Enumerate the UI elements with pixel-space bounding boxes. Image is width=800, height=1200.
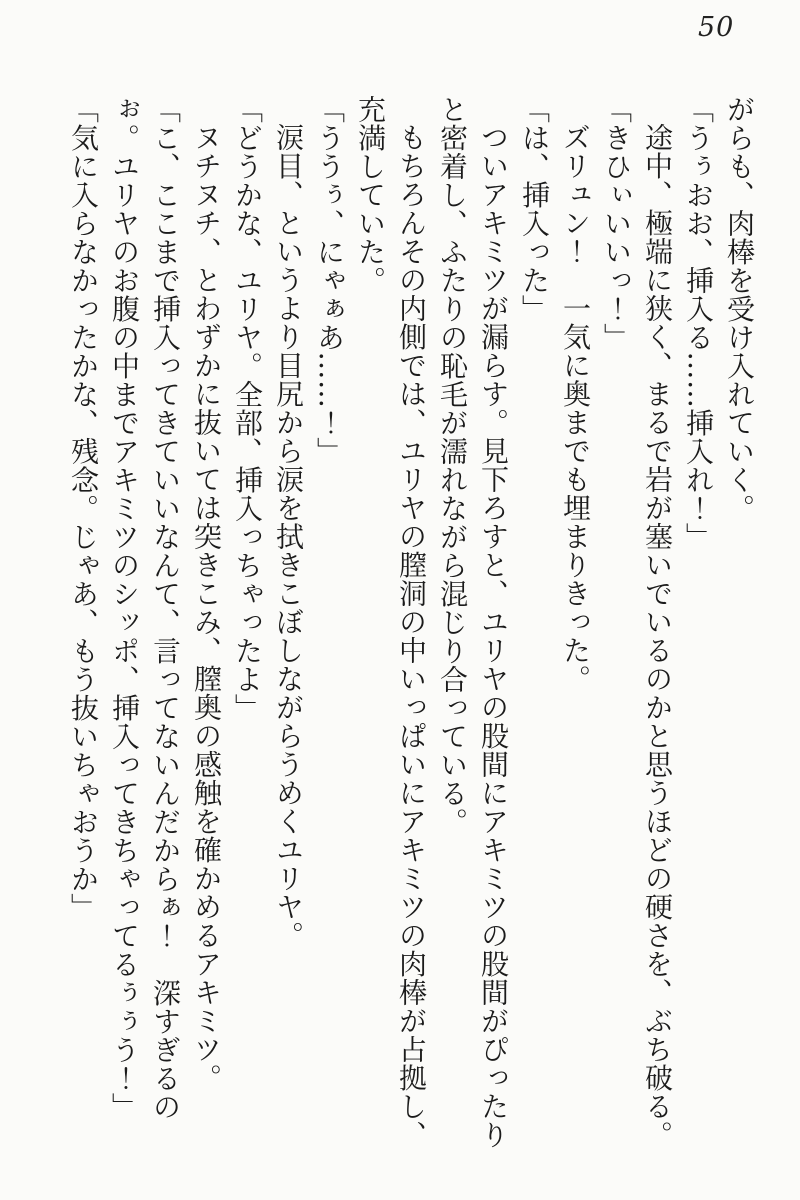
paragraph-dialogue: 「気に入らなかったかな、残念。じゃあ、もう抜いちゃおうか」 xyxy=(67,95,100,922)
paragraph-dialogue: 「ううぅ、にゃぁあ……！」 xyxy=(313,95,346,466)
paragraph-dialogue: 「きひぃいいっ！」 xyxy=(600,95,633,352)
paragraph-narrative: もちろんその内側では、ユリヤの膣洞の中いっぱいにアキミツの肉棒が占拠し、充満していた。 xyxy=(354,95,428,1149)
paragraph-dialogue: 「こ、ここまで挿入ってきていいなんて、言ってないんだからぁ！ 深すぎるのぉ。ユリヤのお腹の中までアキミツのシッポ、挿入ってきちゃってるぅぅう！」 xyxy=(108,95,182,1121)
paragraph-dialogue: 「どうかな、ユリヤ。全部、挿入っちゃったよ」 xyxy=(231,95,264,722)
paragraph-narrative: 途中、極端に狭く、まるで岩が塞いでいるのかと思うほどの硬さを、ぶち破る。 xyxy=(641,123,674,1149)
paragraph-narrative: ついアキミツが漏らす。見下ろすと、ユリヤの股間にアキミツの股間がぴったりと密着し、ふたりの恥毛が濡れながら混じり合っている。 xyxy=(436,95,510,1149)
paragraph-narrative: ヌチヌチ、とわずかに抜いては突きこみ、膣奥の感触を確かめるアキミツ。 xyxy=(190,123,223,1092)
page-number: 50 xyxy=(698,12,735,43)
paragraph-narrative: ズリュン！ 一気に奥までも埋まりきった。 xyxy=(559,123,592,693)
paragraph-dialogue: 「は、挿入った」 xyxy=(518,95,551,323)
paragraph-narrative: 涙目、というより目尻から涙を拭きこぼしながらうめくユリヤ。 xyxy=(272,123,305,950)
paragraph-continuation: がらも、肉棒を受け入れていく。 xyxy=(723,95,756,523)
paragraph-dialogue: 「うぅおお、挿入る……挿入れ！」 xyxy=(682,95,715,551)
text-body xyxy=(48,95,760,1161)
